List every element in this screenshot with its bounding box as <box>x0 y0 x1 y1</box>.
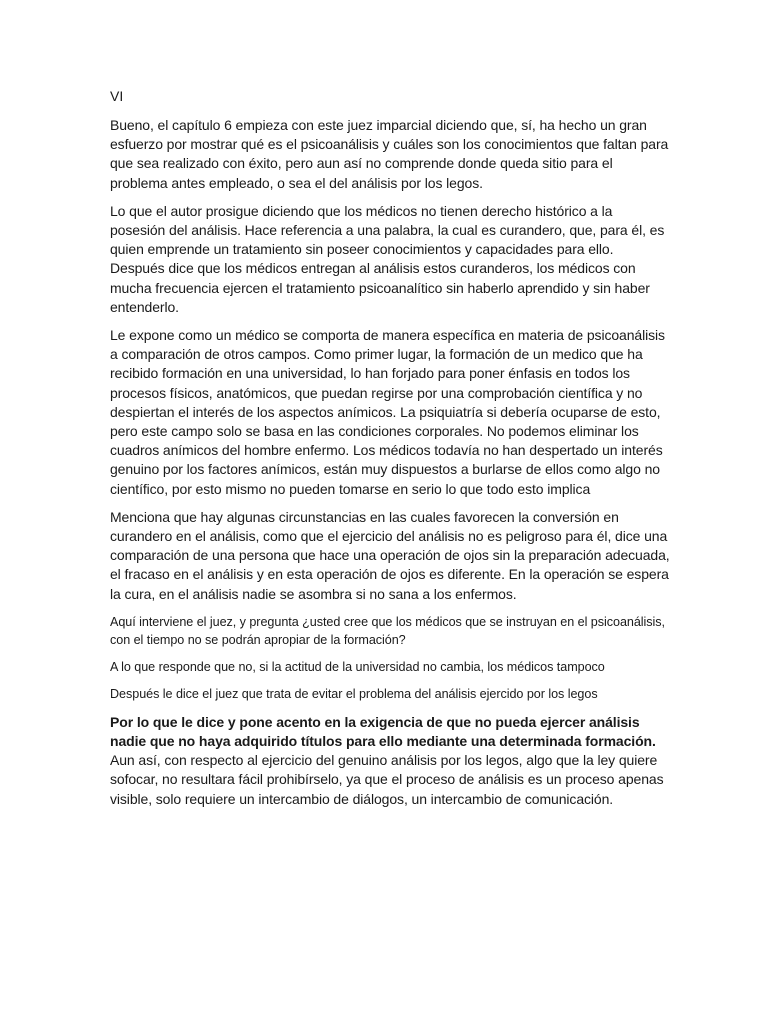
paragraph-1: Bueno, el capítulo 6 empieza con este juez imparcial diciendo que, sí, ha hecho un gran esfuerzo por mostrar qué es el psicoanálisis y cuáles son los conocimientos que faltan para que sea realizado con éxito, pero aun así no comprende donde queda sitio para el problema antes empleado, o sea el del análisis por los legos. <box>110 117 669 191</box>
paragraph-2: Lo que el autor prosigue diciendo que los médicos no tienen derecho histórico a la posesión del análisis. Hace referencia a una palabra, la cual es curandero, que, para él, es quien emprende un tratamiento sin poseer conocimientos y capacidades para ello. Después dice que los médicos entregan al análisis estos curanderos, los médicos con mucha frecuencia ejercen el tratamiento psicoanalítico sin haberlo aprendido y sin haber entenderlo. <box>110 202 665 315</box>
paragraph-5: Aquí interviene el juez, y pregunta ¿usted cree que los médicos que se instruyan en el psicoanálisis, con el tiempo no se podrán apropiar de la formación? <box>110 614 665 648</box>
paragraph-8-bold-text: Por lo que le dice y pone acento en la exigencia de que no pueda ejercer análisis nadie que no haya adquirido títulos para ello mediante una determinada formación. <box>110 713 656 750</box>
document-body <box>110 87 670 818</box>
paragraph-7: Después le dice el juez que trata de evitar el problema del análisis ejercido por los legos <box>110 687 598 702</box>
paragraph-8-text: Aun así, con respecto al ejercicio del genuino análisis por los legos, algo que la ley quiere sofocar, no resultara fácil prohibírselo, ya que el proceso de análisis es un proceso apenas visible, solo requiere un intercambio de diálogos, un intercambio de comunicación. <box>110 752 664 807</box>
section-heading: VI <box>110 88 124 104</box>
paragraph-8 <box>110 713 670 809</box>
paragraph-3: Le expone como un médico se comporta de manera específica en materia de psicoanálisis a comparación de otros campos. Como primer lugar, la formación de un medico que ha recibido formación en una universidad, lo han forjado para poner énfasis en todos los procesos físicos, anatómicos, que puedan regirse por una comprobación científica y no despiertan el interés de los aspectos anímicos. La psiquiatría si debería ocuparse de esto, pero este campo solo se basa en las condiciones corporales. No podemos eliminar los cuadros anímicos del hombre enfermo. Los médicos todavía no han despertado un interés genuino por los factores anímicos, están muy dispuestos a burlarse de ellos como algo no científico, por esto mismo no pueden tomarse en serio lo que todo esto implica <box>110 327 665 497</box>
paragraph-4: Menciona que hay algunas circunstancias en las cuales favorecen la conversión en curandero en el análisis, como que el ejercicio del análisis no es peligroso para él, dice una comparación de una persona que hace una operación de ojos sin la preparación adecuada, el fracaso en el análisis y en esta operación de ojos es diferente. En la operación se espera la cura, en el análisis nadie se asombra si no sana a los enfermos. <box>110 508 670 602</box>
paragraph-6: A lo que responde que no, si la actitud de la universidad no cambia, los médicos tampoco <box>110 659 605 674</box>
